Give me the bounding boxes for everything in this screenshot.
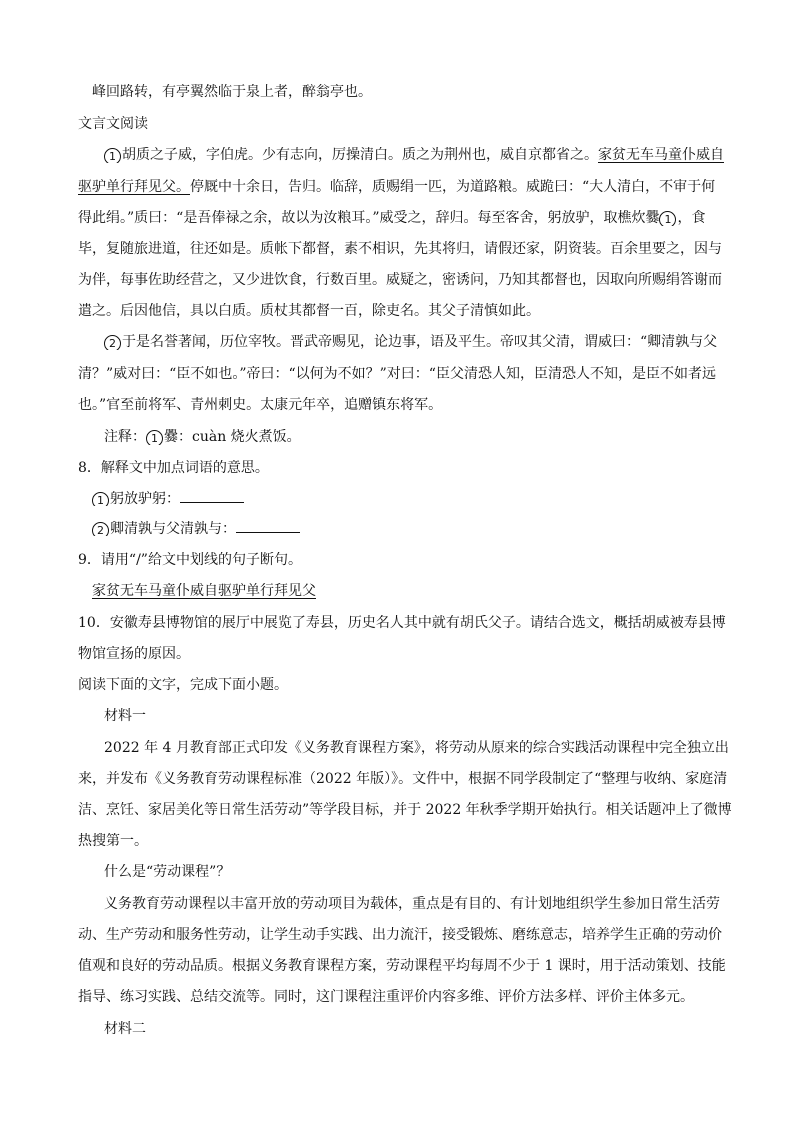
material-line: [78, 927, 756, 943]
text: 来，并发布《义务教育劳动课程标准（2022 年版）》。文件中，根据不同学段制定了“整理与收纳、家庭清: [78, 771, 728, 787]
text: 材料二: [104, 1021, 146, 1037]
text: 停厩中十余日，告归。临辞，质赐绢一匹，为道路粮。威跪曰：“大人清白，不审于何: [190, 179, 716, 195]
question-8-item-2: [92, 520, 770, 536]
circled-number: 2: [92, 522, 109, 536]
passage-line: [78, 397, 756, 413]
question-9: [78, 552, 756, 568]
underlined-sentence: 家贫无车马童仆威自驱驴单行拜见父: [92, 583, 316, 599]
passage-line: [78, 210, 756, 226]
material-heading: [104, 708, 782, 724]
question-10: [78, 646, 756, 662]
passage-line: [78, 272, 756, 288]
dotted-word: 躬: [110, 491, 124, 506]
circled-number: 1: [659, 211, 676, 226]
text: 热搜第一。: [78, 833, 148, 849]
passage-line: [78, 241, 756, 257]
text: 胡质之子威，字伯虎。少有志向，厉操清白。质之为荆州也，威自京都省之。: [122, 147, 598, 163]
text: 为伴，每事佐助经营之，又少进饮食，行数百里。威疑之，密诱问，乃知其都督也，因取向所赐绢答谢而: [78, 272, 722, 288]
circled-number: 1: [92, 492, 109, 506]
question-10: [78, 615, 756, 631]
text: 物馆宣扬的原因。: [78, 646, 190, 662]
material-line: [104, 740, 782, 756]
text: 驴，取樵炊爨: [575, 210, 660, 226]
text: 文言文阅读: [78, 116, 148, 132]
text: 值观和良好的劳动品质。根据义务教育课程方案，劳动课程平均每周不少于 1 课时，用于活动策划、技能: [78, 958, 726, 974]
text: 毕，复随旅进道，往还如是。质帐下都督，素不相识，先其将归，请假还家，阴资装。百余里要之，因与: [78, 241, 722, 257]
text: 阅读下面的文字，完成下面小题。: [78, 677, 288, 693]
passage-line: [78, 366, 756, 382]
text: 清？”威对曰：“臣不如也。”帝曰：“以何为不如？”对曰：“臣父清恐人知，臣清恐人不知，是臣不如者远: [78, 366, 716, 382]
circled-number: 2: [104, 335, 121, 350]
text: 动、生产劳动和服务性劳动，让学生动手实践、出力流汗，接受锻炼、磨练意志，培养学生正确的劳动价: [78, 927, 722, 943]
text: 指导、练习实践、总结交流等。同时，这门课程注重评价内容多维、评价方法多样、评价主体多元。: [78, 989, 694, 1005]
reading-instruction: [78, 677, 756, 693]
passage-line: [78, 303, 756, 319]
text: 注释：: [104, 429, 146, 445]
question-8-item-1: [92, 490, 770, 506]
material-subheading: [104, 864, 782, 880]
underlined-sentence: 驱驴单行拜见父。: [78, 179, 190, 195]
material-line: [104, 896, 782, 912]
question-8: [78, 460, 756, 476]
underlined-sentence: 家贫无车马童仆威自: [598, 147, 724, 163]
text: 也。”官至前将军、青州刺史。太康元年卒，追赠镇东将军。: [78, 397, 443, 413]
passage-line: [104, 334, 782, 350]
text: 与父: [689, 334, 718, 350]
text: 洁、烹饪、家居美化等日常生活劳动”等学段目标，并于 2022 年秋季学期开始执行。相关话题冲上了微博: [78, 802, 732, 818]
material-line: [78, 771, 756, 787]
material-line: [78, 989, 756, 1005]
text: 2022 年 4 月教育部正式印发《义务教育课程方案》，将劳动从原来的综合实践活动课程中完全独立出: [104, 740, 729, 756]
answer-blank[interactable]: [180, 490, 244, 503]
passage-line: [78, 179, 756, 195]
text: 于是名誉著闻，历位宰牧。晋武帝赐见，论边事，语及平生。帝叹其父清，谓威曰：“卿清: [122, 334, 676, 350]
text: 9．请用“/”给文中划线的句子断句。: [78, 552, 302, 568]
text: ，食: [677, 210, 706, 226]
text: 遣之。后因他信，具以白质。质杖其都督一百，除吏名。其父子清慎如此。: [78, 303, 540, 319]
text: 与父清孰与：: [152, 521, 236, 536]
material-heading: [104, 1021, 782, 1037]
text: 爨：cuàn 烧火煮饭。: [164, 429, 301, 445]
circled-number: 1: [104, 148, 121, 163]
material-line: [78, 833, 756, 849]
circled-number: 1: [146, 430, 163, 445]
text: 10．安徽寿县博物馆的展厅中展览了寿县，历史名人其中就有胡氏父子。请结合选文，概括胡威被寿县博: [78, 615, 726, 631]
text: 材料一: [104, 708, 146, 724]
dotted-word: 孰: [138, 521, 152, 536]
text: 峰回路转，有亭翼然临于泉上者，醉翁亭也。: [92, 84, 372, 100]
text: 8．解释文中加点词语的意思。: [78, 460, 269, 476]
dotted-word: 躬放: [547, 210, 576, 226]
material-line: [78, 958, 756, 974]
passage-line: [104, 147, 782, 163]
text: 卿清: [110, 521, 138, 536]
text: 放驴躬：: [124, 491, 180, 506]
text: 什么是“劳动课程”？: [104, 864, 231, 880]
text: 得此绢。”质曰：“是吾俸禄之余，故以为汝粮耳。”威受之，辞归。每至客舍，: [78, 210, 548, 226]
quote-line: [92, 84, 770, 100]
question-9-sentence: [92, 583, 770, 599]
footnote: [104, 429, 782, 445]
material-line: [78, 802, 756, 818]
answer-blank[interactable]: [236, 520, 300, 533]
section-heading: [78, 116, 756, 132]
text: 义务教育劳动课程以丰富开放的劳动项目为载体，重点是有目的、有计划地组织学生参加日常生活劳: [104, 896, 720, 912]
dotted-word: 孰: [675, 334, 690, 350]
